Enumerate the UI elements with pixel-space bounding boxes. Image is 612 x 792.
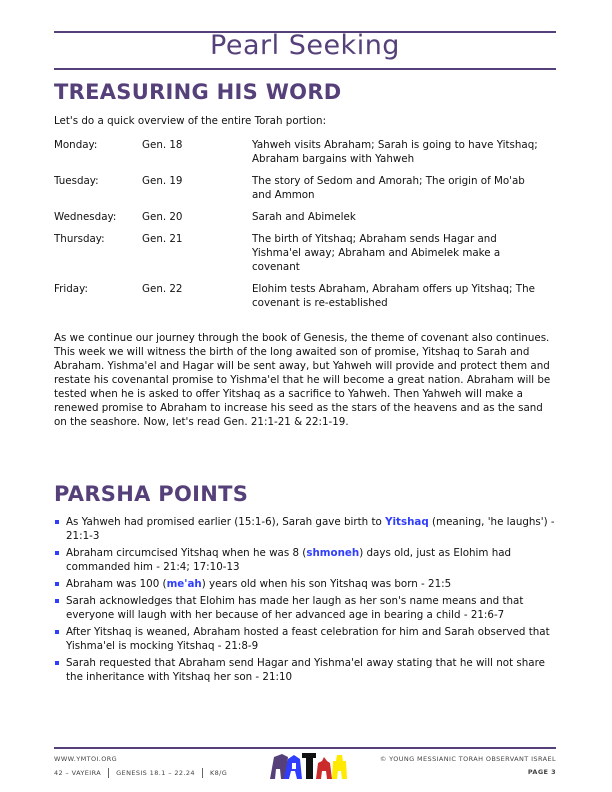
schedule-day: Tuesday: (54, 175, 99, 187)
section-heading-parsha-points: PARSHA POINTS (54, 482, 249, 506)
bullet-icon (55, 630, 59, 634)
schedule-ref: Gen. 19 (142, 175, 183, 187)
schedule-row (54, 138, 554, 166)
overview-paragraph: As we continue our journey through the book of Genesis, the theme of covenant also continues. This week we will witness the birth of the long awaited son of promise, Yitshaq to Sarah and Abraham. Yishma'el and Hagar will be sent away, but Yahweh will provide and protect them and restate his covenantal promise to Yishma'el that he will become a great nation. Abraham will be tested when he is asked to offer Yitshaq as a sacrifice to Yahweh. Then Yahweh will make a renewed promise to Abraham to increase his seed as the stars of the heavens and as the sand on the seashore. Now, let's read Gen. 21:1-21 & 22:1-19. (54, 332, 551, 428)
hebrew-term: shmoneh (306, 547, 360, 559)
schedule-ref: Gen. 18 (142, 139, 183, 151)
bullet-text: Abraham circumcised Yitshaq when he was 8 ( (66, 547, 307, 559)
hebrew-term: me'ah (166, 578, 202, 590)
footer-grade: K8/G (209, 769, 228, 777)
footer-copyright: © YOUNG MESSIANIC TORAH OBSERVANT ISRAEL (379, 755, 556, 763)
bullet-text: Sarah acknowledges that Elohim has made her laugh as her son's name means and that everyone will laugh with her because of her advanced age in bearing a child - 21:6-7 (66, 595, 524, 621)
schedule-ref: Gen. 20 (142, 211, 183, 223)
footer-divider (108, 768, 109, 778)
schedule-desc: The story of Sedom and Amorah; The origin of Mo'ab and Ammon (252, 175, 525, 201)
schedule-desc: Sarah and Abimelek (252, 211, 356, 223)
schedule-desc: Yahweh visits Abraham; Sarah is going to have Yitshaq; Abraham bargains with Yahweh (252, 139, 538, 165)
schedule-day: Friday: (54, 283, 88, 295)
hebrew-term: Yitshaq (385, 516, 429, 528)
schedule-row (54, 282, 554, 310)
list-item (54, 577, 558, 591)
footer-left-info (54, 768, 227, 778)
schedule-ref: Gen. 22 (142, 283, 183, 295)
list-item (54, 594, 558, 622)
schedule-ref: Gen. 21 (142, 233, 183, 245)
bullet-text-cont: ) years old when his son Yitshaq was born - 21:5 (201, 578, 452, 590)
schedule-row (54, 174, 554, 202)
bullet-text: Sarah requested that Abraham send Hagar and Yishma'el away stating that he will not share the inheritance with Yitshaq her son - 21:10 (66, 657, 545, 683)
bullet-icon (55, 582, 59, 586)
schedule-row (54, 232, 554, 274)
bullet-icon (55, 520, 59, 524)
schedule-day: Monday: (54, 139, 98, 151)
bullet-text-cont: (meaning, 'he laughs') - 21:1-3 (66, 516, 555, 542)
bullet-text-cont: ) days old, just as Elohim had commanded him - 21:4; 17:10-13 (66, 547, 512, 573)
footer-website[interactable]: WWW.YMTOI.ORG (54, 755, 118, 763)
schedule-table (54, 138, 554, 318)
four-figures-logo-icon (266, 749, 352, 781)
footer-parsha: 42 – VAYEIRA (54, 769, 102, 777)
bullet-text: After Yitshaq is weaned, Abraham hosted a feast celebration for him and Sarah observed that Yishma'el is mocking Yitshaq - 21:8-9 (66, 626, 550, 652)
schedule-day: Wednesday: (54, 211, 117, 223)
intro-text: Let's do a quick overview of the entire Torah portion: (54, 115, 327, 127)
footer-scripture: GENESIS 18.1 – 22.24 (116, 769, 195, 777)
schedule-desc: The birth of Yitshaq; Abraham sends Hagar and Yishma'el away; Abraham and Abimelek make a covenant (252, 233, 501, 273)
footer-page-number: PAGE 3 (527, 768, 556, 776)
footer-divider (202, 768, 203, 778)
bullet-icon (55, 551, 59, 555)
list-item (54, 625, 558, 653)
header-bottom-rule (54, 68, 556, 70)
schedule-row (54, 210, 554, 224)
section-heading-treasuring: TREASURING HIS WORD (54, 80, 342, 104)
list-item (54, 515, 558, 543)
page-title: Pearl Seeking (210, 30, 400, 61)
bullet-text: Abraham was 100 ( (66, 578, 167, 590)
schedule-day: Thursday: (54, 233, 105, 245)
schedule-desc: Elohim tests Abraham, Abraham offers up Yitshaq; The covenant is re-established (252, 283, 535, 309)
list-item (54, 656, 558, 684)
bullet-icon (55, 599, 59, 603)
parsha-points-list (54, 515, 558, 687)
bullet-text: As Yahweh had promised earlier (15:1-6), Sarah gave birth to (66, 516, 386, 528)
bullet-icon (55, 661, 59, 665)
list-item (54, 546, 558, 574)
